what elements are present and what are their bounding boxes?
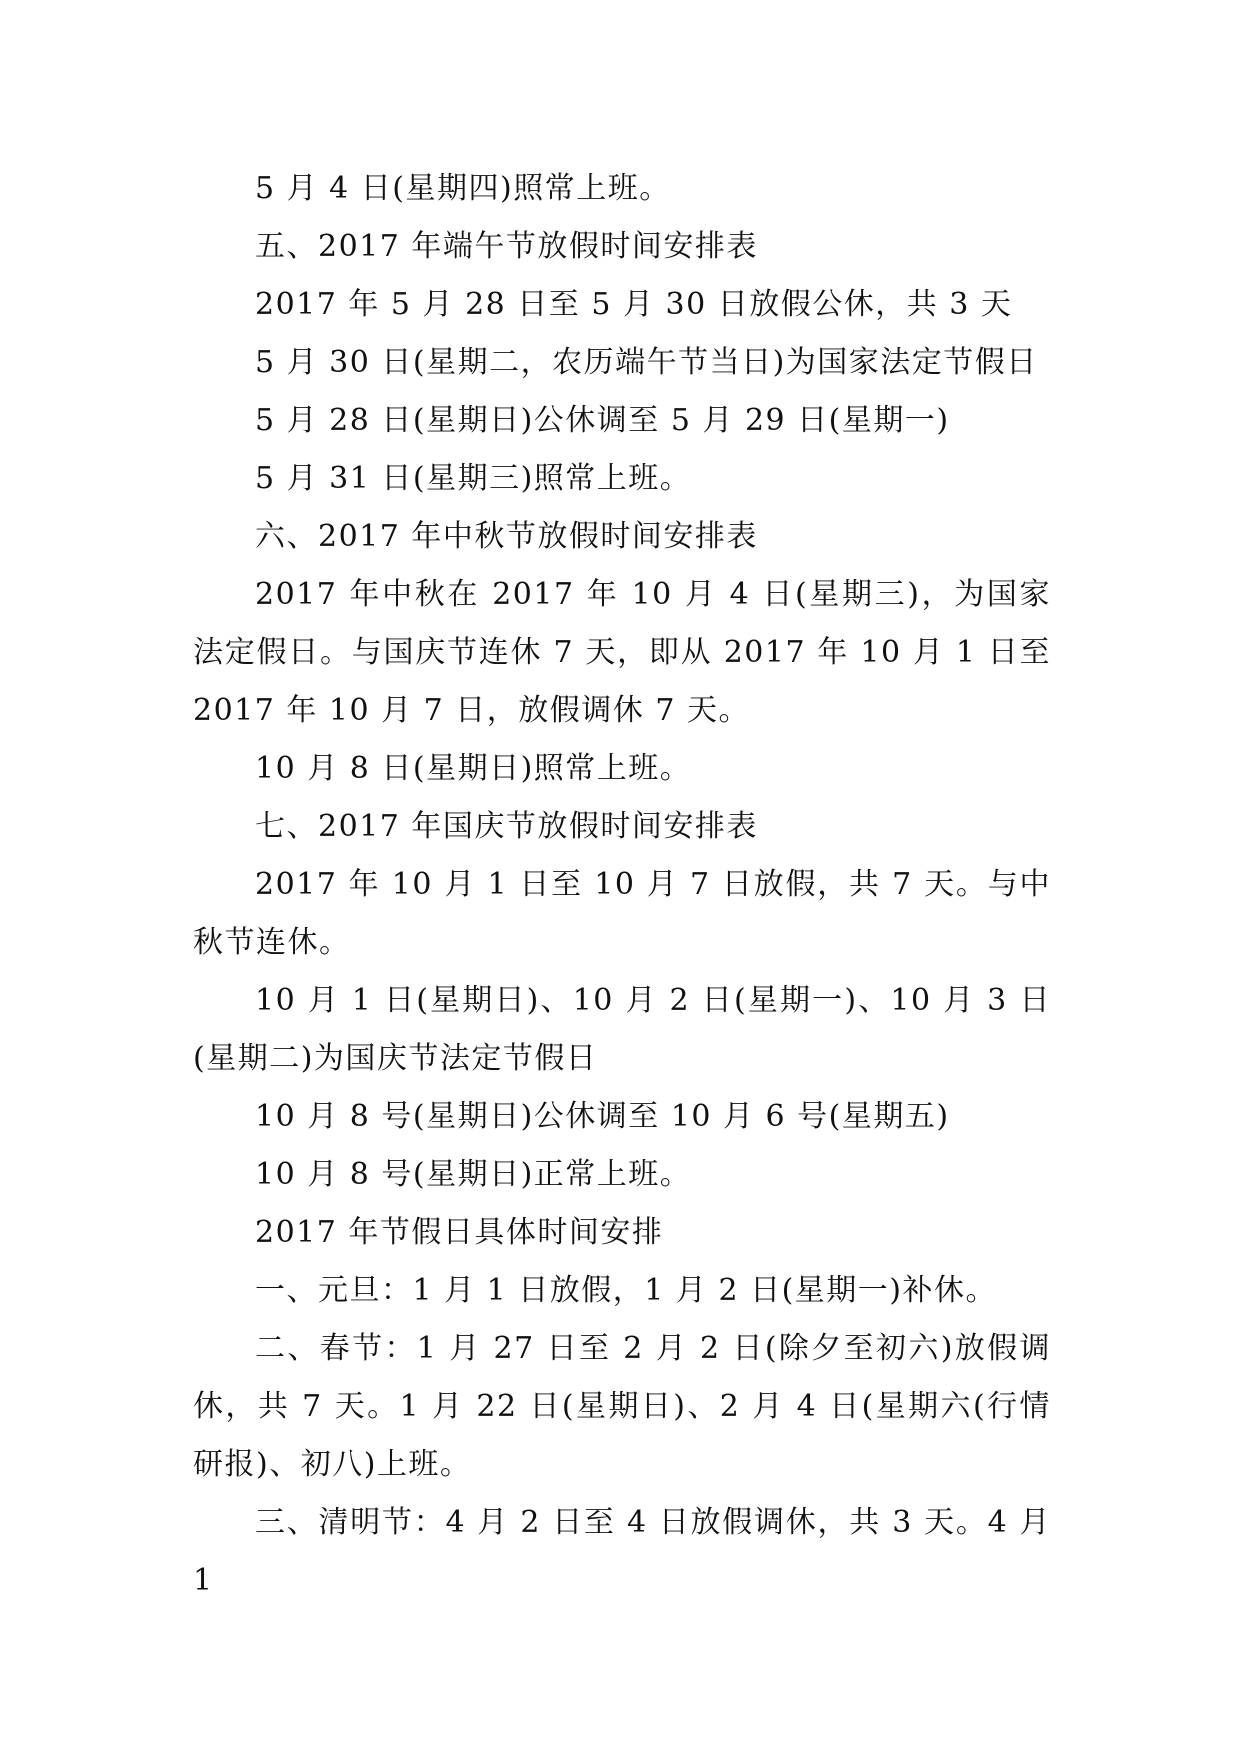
section-heading: 五、2017 年端午节放假时间安排表 [255,229,758,264]
paragraph: 10 月 1 日(星期日)、10 月 2 日(星期一)、10 月 3 日(星期二)为国庆节法定节假日 [193,983,1051,1076]
paragraph: 5 月 31 日(星期三)照常上班。 [255,461,692,496]
paragraph: 三、清明节：4 月 2 日至 4 日放假调休，共 3 天。4 月 1 [193,1505,1051,1598]
paragraph: 一、元旦：1 月 1 日放假，1 月 2 日(星期一)补休。 [255,1273,997,1308]
paragraph: 5 月 30 日(星期二，农历端午节当日)为国家法定节假日 [255,345,1038,380]
section-heading: 2017 年节假日具体时间安排 [255,1215,664,1250]
paragraph: 10 月 8 号(星期日)正常上班。 [255,1157,692,1192]
document-body [193,160,1051,1610]
paragraph: 5 月 4 日(星期四)照常上班。 [255,171,671,206]
section-heading: 六、2017 年中秋节放假时间安排表 [255,519,758,554]
paragraph: 10 月 8 日(星期日)照常上班。 [255,751,692,786]
paragraph: 2017 年中秋在 2017 年 10 月 4 日(星期三)，为国家法定假日。与国庆节连休 7 天，即从 2017 年 10 月 1 日至 2017 年 10 月 7 日，放假调休 7 天。 [193,577,1051,728]
paragraph: 2017 年 5 月 28 日至 5 月 30 日放假公休，共 3 天 [255,287,1013,322]
paragraph: 2017 年 10 月 1 日至 10 月 7 日放假，共 7 天。与中秋节连休。 [193,867,1051,960]
paragraph: 5 月 28 日(星期日)公休调至 5 月 29 日(星期一) [255,403,950,438]
paragraph: 10 月 8 号(星期日)公休调至 10 月 6 号(星期五) [255,1099,950,1134]
section-heading: 七、2017 年国庆节放假时间安排表 [255,809,758,844]
paragraph: 二、春节：1 月 27 日至 2 月 2 日(除夕至初六)放假调休，共 7 天。1 月 22 日(星期日)、2 月 4 日(星期六(行情 研报)、初八)上班。 [193,1331,1051,1482]
